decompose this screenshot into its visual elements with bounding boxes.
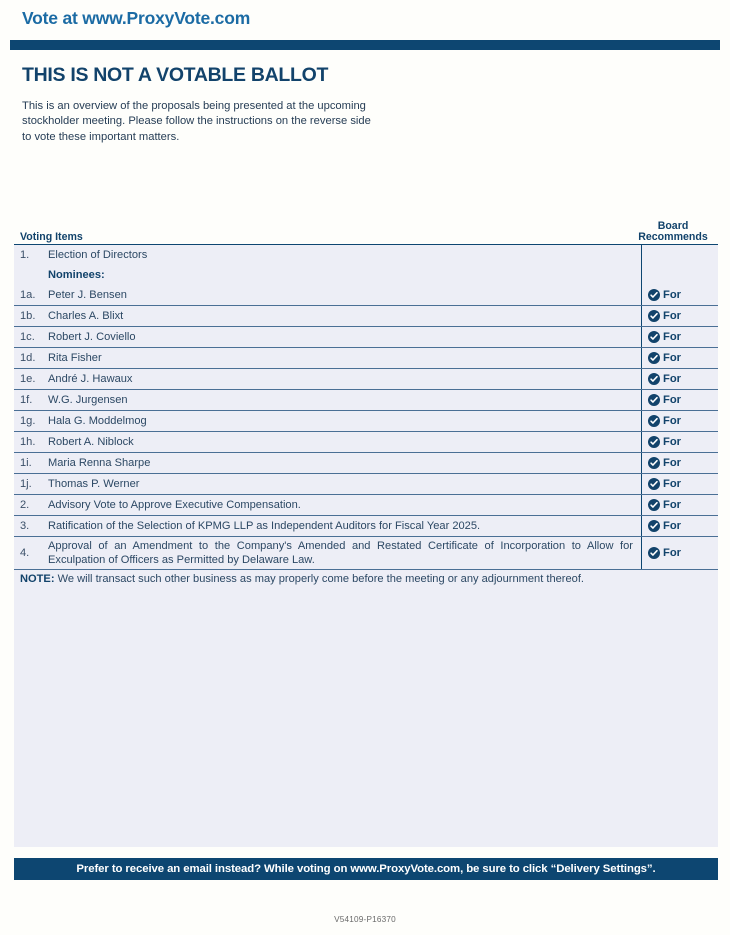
check-circle-icon xyxy=(648,478,660,490)
recommendation-label: For xyxy=(663,457,682,469)
check-circle-icon xyxy=(648,436,660,448)
row-label: Nominees: xyxy=(48,269,105,281)
note-label: NOTE: xyxy=(20,573,58,585)
row-label: Robert J. Coviello xyxy=(48,331,136,343)
intro-paragraph: This is an overview of the proposals being presented at the upcoming stockholder meeting. Please follow the instructions on the reverse side to vote these important matters. xyxy=(22,100,371,143)
row-recommendation-cell xyxy=(641,265,718,285)
row-label: Election of Directors xyxy=(48,249,148,261)
recommendation-label: For xyxy=(663,415,682,427)
row-item-cell xyxy=(14,411,641,431)
row-number: 1d. xyxy=(20,352,36,364)
row-item-cell xyxy=(14,265,641,285)
recommendation-label: For xyxy=(663,310,682,322)
recommendation-for xyxy=(648,499,681,511)
blank-content-block xyxy=(14,585,718,847)
check-circle-icon xyxy=(648,457,660,469)
table-row xyxy=(14,495,718,516)
table-row xyxy=(14,369,718,390)
row-number: 1j. xyxy=(20,478,32,490)
recommendation-label: For xyxy=(663,547,682,559)
column-header-board-recommends-line1: Board xyxy=(657,219,689,232)
row-label: Charles A. Blixt xyxy=(48,310,124,322)
voting-items-table xyxy=(14,218,718,590)
check-circle-icon xyxy=(648,499,660,511)
page-title: Vote at www.ProxyVote.com xyxy=(22,8,251,28)
recommendation-label: For xyxy=(663,373,682,385)
table-row xyxy=(14,516,718,537)
recommendation-for xyxy=(648,457,681,469)
table-rows xyxy=(14,244,718,570)
table-row xyxy=(14,348,718,369)
row-label: Hala G. Moddelmog xyxy=(48,415,147,427)
row-label: Ratification of the Selection of KPMG LLP as Independent Auditors for Fiscal Year 2025. xyxy=(48,520,481,532)
recommendation-label: For xyxy=(663,520,682,532)
row-number: 1a. xyxy=(20,289,36,301)
note-text: We will transact such other business as may properly come before the meeting or any adjournment thereof. xyxy=(57,573,584,585)
recommendation-for xyxy=(648,520,681,532)
check-circle-icon xyxy=(648,331,660,343)
check-circle-icon xyxy=(648,289,660,301)
row-item-cell xyxy=(14,495,641,515)
row-label: Peter J. Bensen xyxy=(48,289,127,301)
row-number: 1i. xyxy=(20,457,32,469)
row-item-cell xyxy=(14,369,641,389)
row-item-cell xyxy=(14,537,641,569)
footer-message: Prefer to receive an email instead? While voting on www.ProxyVote.com, be sure to click “Delivery Settings”. xyxy=(76,863,656,875)
row-item-cell xyxy=(14,453,641,473)
row-label: Thomas P. Werner xyxy=(48,478,140,490)
row-item-cell xyxy=(14,306,641,326)
row-label: W.G. Jurgensen xyxy=(48,394,128,406)
table-row xyxy=(14,390,718,411)
row-number: 2. xyxy=(20,499,30,511)
row-label: Advisory Vote to Approve Executive Compensation. xyxy=(48,499,301,511)
row-item-cell xyxy=(14,327,641,347)
recommendation-for xyxy=(648,415,681,427)
row-number: 4. xyxy=(20,547,30,559)
row-label: Maria Renna Sharpe xyxy=(48,457,151,469)
row-number: 3. xyxy=(20,520,30,532)
row-item-cell xyxy=(14,516,641,536)
recommendation-for xyxy=(648,352,681,364)
row-recommendation-cell xyxy=(641,411,718,431)
headline: THIS IS NOT A VOTABLE BALLOT xyxy=(22,64,329,86)
column-header-board-recommends xyxy=(630,221,716,244)
row-label: André J. Hawaux xyxy=(48,373,133,385)
check-circle-icon xyxy=(648,547,660,559)
table-row xyxy=(14,537,718,570)
table-row xyxy=(14,453,718,474)
check-circle-icon xyxy=(648,352,660,364)
table-row xyxy=(14,265,718,285)
check-circle-icon xyxy=(648,373,660,385)
column-header-board-recommends-line2: Recommends xyxy=(638,231,708,244)
recommendation-label: For xyxy=(663,331,682,343)
recommendation-label: For xyxy=(663,499,682,511)
row-number: 1b. xyxy=(20,310,36,322)
check-circle-icon xyxy=(648,394,660,406)
header-rule-bar xyxy=(10,40,720,50)
row-item-cell xyxy=(14,285,641,305)
recommendation-for xyxy=(648,373,681,385)
row-recommendation-cell xyxy=(641,516,718,536)
row-recommendation-cell xyxy=(641,285,718,305)
check-circle-icon xyxy=(648,520,660,532)
table-row xyxy=(14,327,718,348)
table-row xyxy=(14,306,718,327)
recommendation-for xyxy=(648,289,681,301)
footer-banner xyxy=(14,858,718,880)
document-code: V54109-P16370 xyxy=(334,915,396,924)
recommendation-label: For xyxy=(663,436,682,448)
row-label: Rita Fisher xyxy=(48,352,102,364)
table-row xyxy=(14,245,718,265)
row-label: Robert A. Niblock xyxy=(48,436,134,448)
row-item-cell xyxy=(14,474,641,494)
row-recommendation-cell xyxy=(641,537,718,569)
row-recommendation-cell xyxy=(641,474,718,494)
recommendation-for xyxy=(648,310,681,322)
row-item-cell xyxy=(14,245,641,265)
recommendation-for xyxy=(648,394,681,406)
column-header-voting-items: Voting Items xyxy=(20,231,83,243)
table-row xyxy=(14,285,718,306)
row-recommendation-cell xyxy=(641,369,718,389)
row-number: 1c. xyxy=(20,331,35,343)
table-row xyxy=(14,411,718,432)
row-number: 1e. xyxy=(20,373,36,385)
check-circle-icon xyxy=(648,415,660,427)
recommendation-label: For xyxy=(663,394,682,406)
row-recommendation-cell xyxy=(641,432,718,452)
recommendation-label: For xyxy=(663,478,682,490)
row-label: Approval of an Amendment to the Company's Amended and Restated Certificate of Incorporation to Allow for Exculpation of Officers as Permitted by Delaware Law. xyxy=(48,540,633,566)
row-recommendation-cell xyxy=(641,245,718,265)
row-recommendation-cell xyxy=(641,390,718,410)
row-number: 1g. xyxy=(20,415,36,427)
recommendation-for xyxy=(648,436,681,448)
check-circle-icon xyxy=(648,310,660,322)
row-recommendation-cell xyxy=(641,348,718,368)
row-recommendation-cell xyxy=(641,453,718,473)
row-number: 1f. xyxy=(20,394,33,406)
row-item-cell xyxy=(14,348,641,368)
table-row xyxy=(14,474,718,495)
table-column-headers xyxy=(14,218,718,244)
recommendation-for xyxy=(648,478,681,490)
table-row xyxy=(14,432,718,453)
row-recommendation-cell xyxy=(641,495,718,515)
row-item-cell xyxy=(14,432,641,452)
row-recommendation-cell xyxy=(641,327,718,347)
row-recommendation-cell xyxy=(641,306,718,326)
recommendation-label: For xyxy=(663,352,682,364)
recommendation-label: For xyxy=(663,289,682,301)
recommendation-for xyxy=(648,331,681,343)
recommendation-for xyxy=(648,547,681,559)
row-number: 1. xyxy=(20,249,30,261)
row-number: 1h. xyxy=(20,436,36,448)
row-item-cell xyxy=(14,390,641,410)
